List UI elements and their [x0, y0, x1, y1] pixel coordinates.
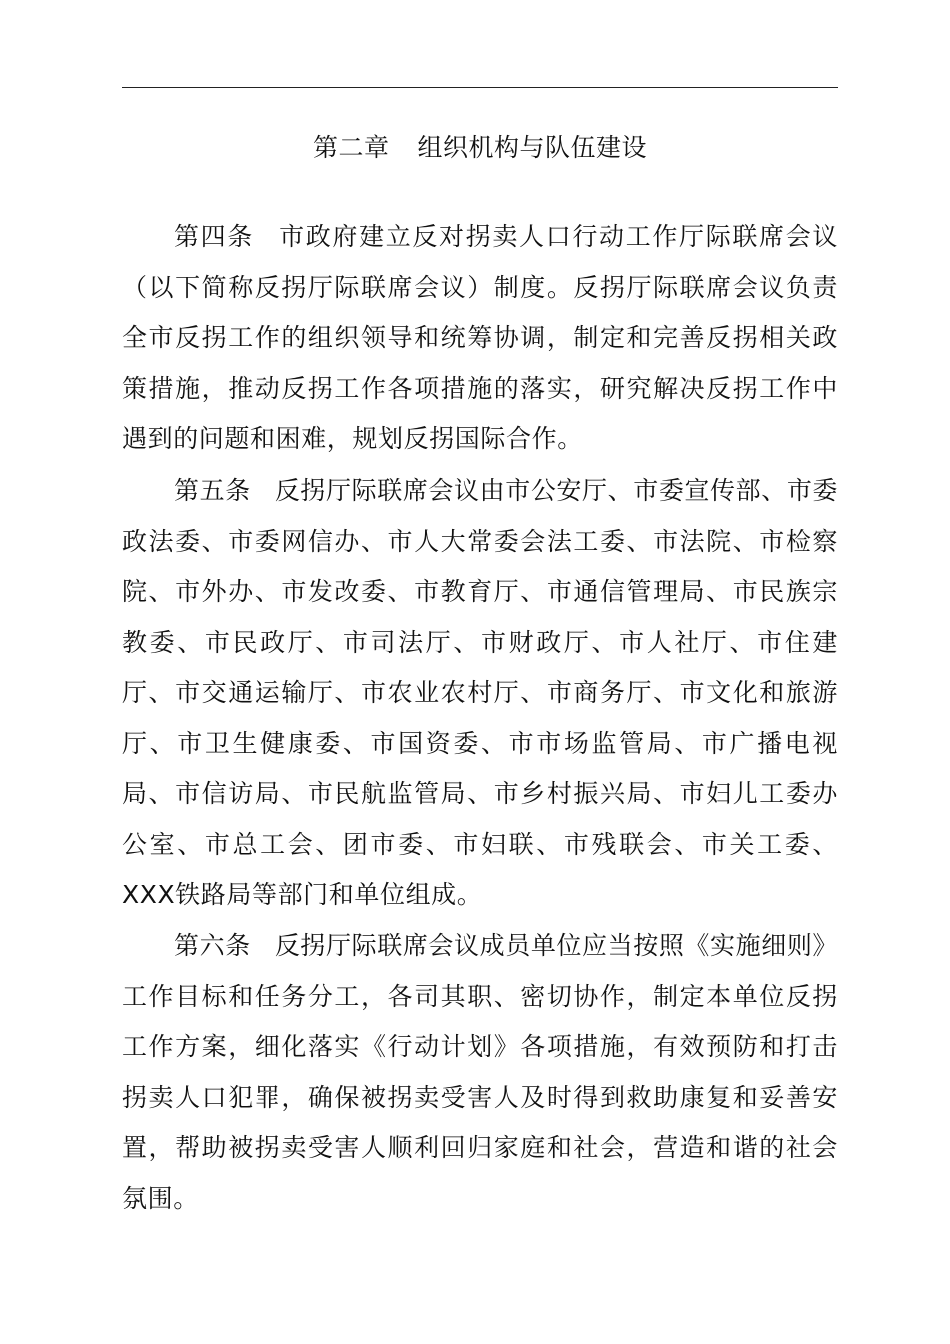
article-text: 市政府建立反对拐卖人口行动工作厅际联席会议（以下简称反拐厅际联席会议）制度。反拐厅际联席会议负责全市反拐工作的组织领导和统筹协调，制定和完善反拐相关政策措施，推动反拐工作各项措施的落实，研究解决反拐工作中遇到的问题和困难，规划反拐国际合作。: [122, 222, 838, 453]
chapter-number: 第二章: [312, 133, 390, 162]
article-4: [122, 212, 838, 465]
article-text: 反拐厅际联席会议由市公安厅、市委宣传部、市委政法委、市委网信办、市人大常委会法工委、市法院、市检察院、市外办、市发改委、市教育厅、市通信管理局、市民族宗教委、市民政厅、市司法厅、市财政厅、市人社厅、市住建厅、市交通运输厅、市农业农村厅、市商务厅、市文化和旅游厅、市卫生健康委、市国资委、市市场监管局、市广播电视局、市信访局、市民航监管局、市乡村振兴局、市妇儿工委办公室、市总工会、团市委、市妇联、市残联会、市关工委、XXX铁路局等部门和单位组成。: [122, 476, 839, 909]
article-label: 第五条: [174, 476, 251, 505]
article-6: [122, 921, 838, 1224]
header-rule: [122, 87, 838, 88]
article-text: 反拐厅际联席会议成员单位应当按照《实施细则》工作目标和任务分工，各司其职、密切协作，制定本单位反拐工作方案，细化落实《行动计划》各项措施，有效预防和打击拐卖人口犯罪，确保被拐卖受害人及时得到救助康复和妥善安置，帮助被拐卖受害人顺利回归家庭和社会，营造和谐的社会氛围。: [122, 931, 839, 1213]
chapter-heading: [122, 128, 838, 168]
article-5: [122, 466, 838, 921]
article-label: 第四条: [174, 222, 254, 251]
chapter-title: 组织机构与队伍建设: [417, 133, 648, 162]
article-label: 第六条: [174, 931, 251, 960]
